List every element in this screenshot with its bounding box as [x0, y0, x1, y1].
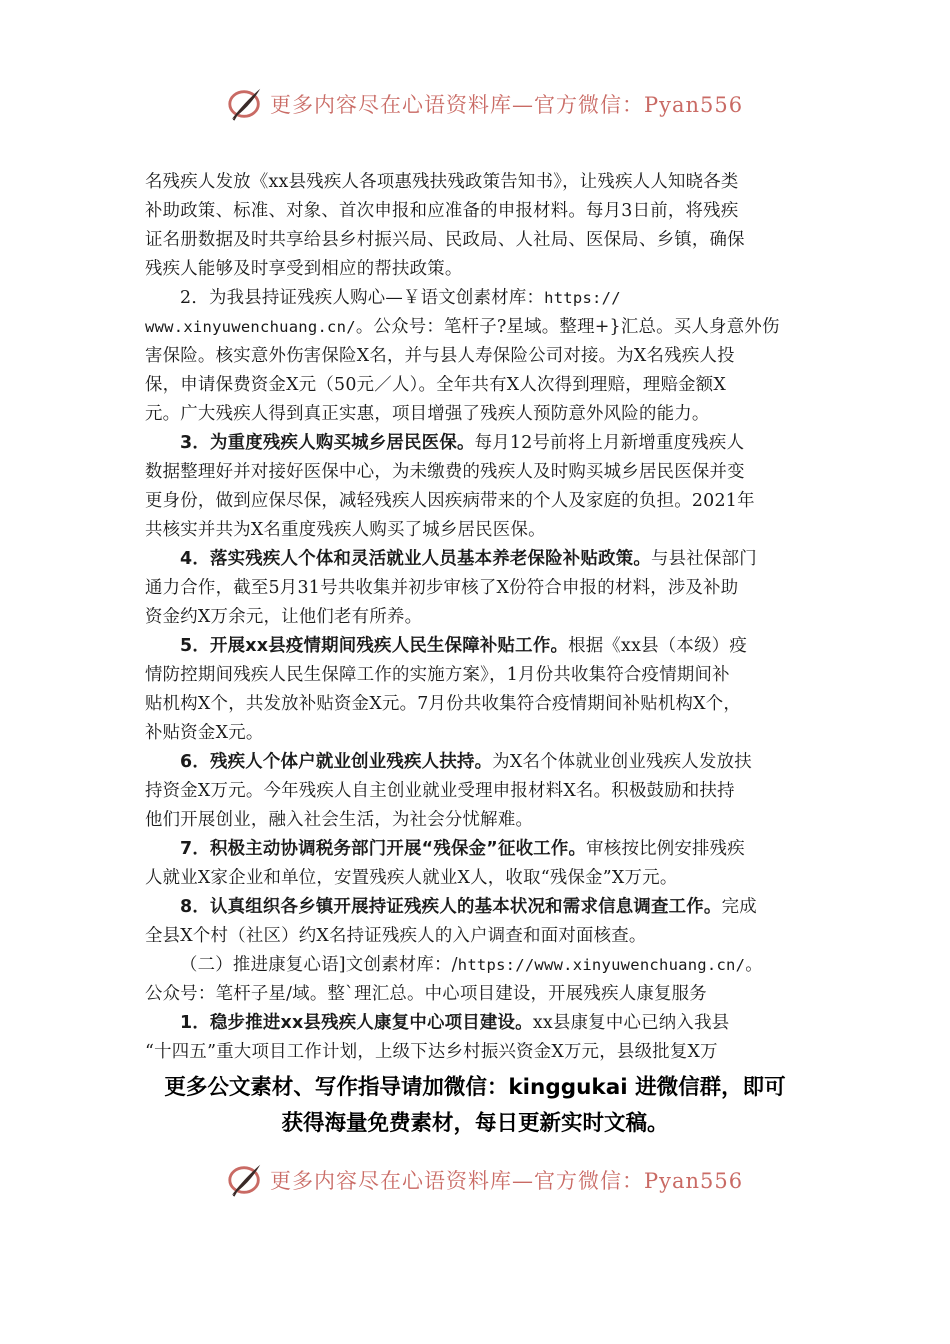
paragraph-line	[145, 1009, 807, 1038]
paragraph-line	[145, 748, 807, 777]
url-text: https://	[544, 289, 621, 307]
url-text: www.xinyuwenchuang.cn/	[145, 318, 356, 336]
section-heading-line: 公众号：笔杆子星/域。整`理汇总。中心项目建设，开展残疾人康复服务	[145, 984, 707, 1004]
watermark-separator: —	[512, 93, 534, 117]
promo-line: 更多公文素材、写作指导请加微信：kinggukai 进微信群，即可	[164, 1075, 786, 1100]
paragraph-line	[145, 429, 807, 458]
paragraph-line	[145, 632, 807, 661]
item-heading: 1．稳步推进xx县残疾人康复中心项目建设。	[180, 1013, 533, 1033]
paragraph-line: 通力合作，截至5月31号共收集并初步审核了X份符合申报的材料，涉及补助	[145, 578, 739, 598]
text-span: 与县社保部门	[651, 549, 757, 569]
item-heading: 8．认真组织各乡镇开展持证残疾人的基本状况和需求信息调查工作。	[180, 897, 722, 917]
paragraph-line	[145, 893, 807, 922]
watermark-banner-top	[226, 84, 746, 124]
text-span: 审核按比例安排残疾	[586, 839, 745, 859]
watermark-brand: 更多内容尽在心语资料库	[270, 93, 512, 117]
paragraph-line: 害保险。核实意外伤害保险X名，并与县人寿保险公司对接。为X名残疾人投	[145, 346, 735, 366]
watermark-brand: 更多内容尽在心语资料库	[270, 1169, 512, 1193]
item-heading: 3．为重度残疾人购买城乡居民医保。	[180, 433, 475, 453]
watermark-separator: —	[512, 1169, 534, 1193]
paragraph-line: 数据整理好并对接好医保中心，为未缴费的残疾人及时购买城乡居民医保并变	[145, 462, 745, 482]
text-span: 为X名个体就业创业残疾人发放扶	[492, 752, 752, 772]
watermark-banner-bottom	[226, 1160, 746, 1200]
document-body	[145, 168, 807, 1067]
paragraph-line: 补助政策、标准、对象、首次申报和应准备的申报材料。每月3日前，将残疾	[145, 201, 739, 221]
text-span: 完成	[721, 897, 757, 917]
item-heading: 4．落实残疾人个体和灵活就业人员基本养老保险补贴政策。	[180, 549, 652, 569]
item-heading: 5．开展xx县疫情期间残疾人民生保障补贴工作。	[180, 636, 569, 656]
promo-notice	[100, 1070, 850, 1142]
paragraph-line: 持资金X万元。今年残疾人自主创业就业受理申报材料X名。积极鼓励和扶持	[145, 781, 735, 801]
paragraph-line: 贴机构X个，共发放补贴资金X元。7月份共收集符合疫情期间补贴机构X个，	[145, 694, 742, 714]
paragraph-line: 补贴资金X元。	[145, 723, 264, 743]
paragraph-line: 他们开展创业，融入社会生活，为社会分忧解难。	[145, 810, 534, 830]
paragraph-line: 名残疾人发放《xx县残疾人各项惠残扶残政策告知书》，让残疾人人知晓各类	[145, 172, 739, 192]
promo-line: 获得海量免费素材，每日更新实时文稿。	[281, 1111, 669, 1136]
paragraph-line: 情防控期间残疾人民生保障工作的实施方案》，1月份共收集符合疫情期间补	[145, 665, 730, 685]
paragraph-line: 证名册数据及时共享给县乡村振兴局、民政局、人社局、医保局、乡镇，确保	[145, 230, 745, 250]
text-span: （二）推进康复心语]文创素材库：/	[180, 955, 458, 975]
paragraph-line	[145, 284, 807, 313]
section-heading-line	[145, 951, 807, 980]
text-span: xx县康复中心已纳入我县	[532, 1013, 730, 1033]
watermark-text	[270, 89, 743, 119]
text-span: 。	[745, 955, 763, 975]
text-span: 。公众号：笔杆子?星域。整理+}汇总。买人身意外伤	[355, 317, 780, 337]
item-heading: 6．残疾人个体户就业创业残疾人扶持。	[180, 752, 493, 772]
paragraph-line: “十四五”重大项目工作计划，上级下达乡村振兴资金X万元，县级批复X万	[145, 1042, 718, 1062]
paragraph-line: 保，申请保费资金X元（50元／人）。全年共有X人次得到理赔，理赔金额X	[145, 375, 727, 395]
watermark-text	[270, 1165, 743, 1195]
text-span: 2．为我县持证残疾人购心—￥语文创素材库：	[180, 288, 545, 308]
paragraph-line: 更身份，做到应保尽保，减轻残疾人因疾病带来的个人及家庭的负担。2021年	[145, 491, 755, 511]
paragraph-line	[145, 313, 807, 342]
text-span: 每月12号前将上月新增重度残疾人	[474, 433, 745, 453]
paragraph-line: 残疾人能够及时享受到相应的帮扶政策。	[145, 259, 463, 279]
text-span: 根据《xx县（本级）疫	[568, 636, 747, 656]
item-heading: 7．积极主动协调税务部门开展“残保金”征收工作。	[180, 839, 587, 859]
url-text: https://www.xinyuwenchuang.cn/	[457, 956, 746, 974]
watermark-wechat: 官方微信：Pyan556	[534, 1169, 744, 1193]
paragraph-line	[145, 835, 807, 864]
watermark-wechat: 官方微信：Pyan556	[534, 93, 744, 117]
paragraph-line: 元。广大残疾人得到真正实惠，项目增强了残疾人预防意外风险的能力。	[145, 404, 710, 424]
paragraph-line	[145, 545, 807, 574]
paragraph-line: 人就业X家企业和单位，安置残疾人就业X人，收取“残保金”X万元。	[145, 868, 678, 888]
quill-logo-icon	[226, 1161, 264, 1199]
quill-logo-icon	[226, 85, 264, 123]
paragraph-line: 全县X个村（社区）约X名持证残疾人的入户调查和面对面核查。	[145, 926, 647, 946]
paragraph-line: 资金约X万余元，让他们老有所养。	[145, 607, 423, 627]
paragraph-line: 共核实并共为X名重度残疾人购买了城乡居民医保。	[145, 520, 546, 540]
